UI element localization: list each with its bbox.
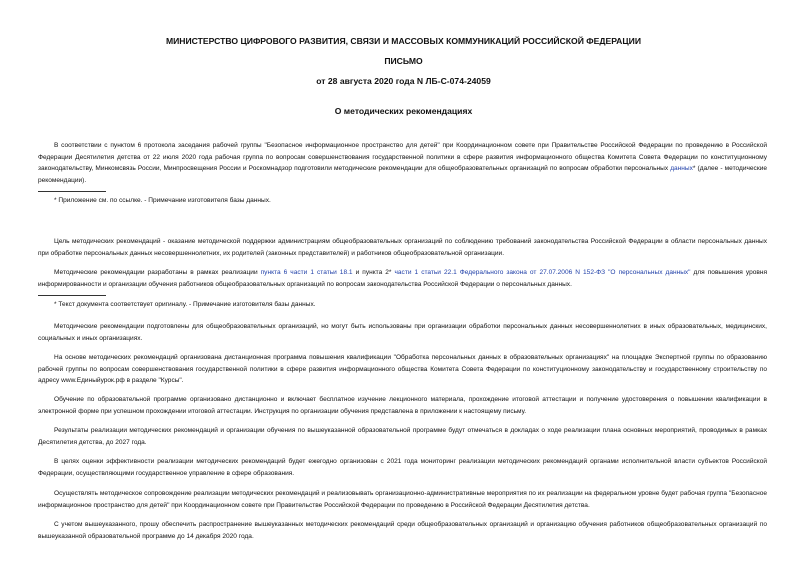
paragraph-applicability: Методические рекомендации подготовлены для общеобразовательных организаций, но могут быть использованы при организации обработки персональных данных несовершеннолетних в иных образовательных, медицинских, социальных и иных организациях. bbox=[38, 323, 767, 342]
paragraph-monitoring: В целях оценки эффективности реализации методических рекомендаций будет ежегодно организован с 2021 года мониторинг реализации методических рекомендаций органами исполнительной власти субъектов Российской Федерации, осуществляющими государственное управление в сфере образования. bbox=[38, 458, 767, 477]
footnote-divider bbox=[38, 191, 106, 192]
footnote-attachment: * Приложение см. по ссылке. - Примечание изготовителя базы данных. bbox=[54, 197, 271, 204]
footnote-divider bbox=[38, 295, 106, 296]
paragraph-distance-learning: Обучение по образовательной программе организовано дистанционно и включает бесплатное изучение лекционного материала, прохождение итоговой аттестации и получение удостоверения о повышении квалификации в электронной форме при успешном прохождении итоговой аттестации. Инструкция по организации обучения представлена в приложении к настоящему письму. bbox=[38, 396, 767, 415]
link-article-18-1[interactable]: пункта 6 части 1 статьи 18.1 bbox=[260, 269, 353, 276]
paragraph-intro-text: В соответствии с пунктом 6 протокола заседания рабочей группы "Безопасное информационное пространство для детей" при Координационном совете при Правительстве Российской Федерации по проведению в Российской Федерации Десятилетия детства от 22 июля 2020 года рабочая группа по вопросам совершенствования государственной политики в сфере развития информационного общества Комитета Совета Федерации по конституционному законодательству, Минкомсвязь России, Минпросвещения России и Роскомнадзор подготовили методические рекомендации для общеобразовательных организаций по вопросам обработки персональных bbox=[38, 142, 767, 172]
paragraph-intro-tail: * (далее - методические рекомендации). bbox=[38, 165, 767, 184]
ministry-title: МИНИСТЕРСТВО ЦИФРОВОГО РАЗВИТИЯ, СВЯЗИ И МАССОВЫХ КОММУНИКАЦИЙ РОССИЙСКОЙ ФЕДЕРАЦИИ bbox=[165, 36, 642, 46]
paragraph-methodical-support: Осуществлять методическое сопровождение реализации методических рекомендаций и реализовывать организационно-административные мероприятия по их реализации на федеральном уровне будет рабочая группа "Безопасное информационное пространство для детей" при Координационном совете при Правительстве Российской Федерации по проведению в Российской Федерации Десятилетия детства. bbox=[38, 490, 767, 509]
paragraph-request: С учетом вышеуказанного, прошу обеспечить распространение вышеуказанных методических рекомендаций среди общеобразовательных организаций и организацию обучения работников общеобразовательных организаций по вышеуказанной образовательной программе до 14 декабря 2020 года. bbox=[38, 521, 767, 540]
footnote-text-original: * Текст документа соответствует оригиналу. - Примечание изготовителя базы данных. bbox=[54, 301, 316, 308]
document-date-number: от 28 августа 2020 года N ЛБ-С-074-24059 bbox=[316, 76, 491, 86]
paragraph-legal-basis-mid: и пункта 2* bbox=[352, 269, 395, 276]
paragraph-training-program: На основе методических рекомендаций организована дистанционная программа повышения квалификации "Обработка персональных данных в образовательных организациях" на площадке Экспертной группы по образованию рабочей группы по вопросам совершенствования государственной политики в сфере развития информационного общества Комитета Совета Федерации по конституционному законодательству и государственному строительству по адресу www.Единыйурок.рф в разделе "Курсы". bbox=[38, 354, 767, 384]
paragraph-legal-basis bbox=[38, 267, 767, 290]
paragraph-legal-basis-tail: для повышения уровня информированности и организации обучения работников общеобразовательных организаций по вопросам законодательства Российской Федерации о персональных данных. bbox=[38, 269, 768, 288]
paragraph-legal-basis-text: Методические рекомендации разработаны в рамках реализации bbox=[54, 269, 261, 276]
document-subject: О методических рекомендациях bbox=[334, 106, 473, 116]
document-type: ПИСЬМО bbox=[384, 56, 423, 66]
paragraph-intro bbox=[38, 140, 767, 186]
link-federal-law-152[interactable]: части 1 статьи 22.1 Федерального закона от 27.07.2006 N 152-ФЗ "О персональных данных" bbox=[394, 269, 691, 276]
paragraph-results: Результаты реализации методических рекомендаций и организации обучения по вышеуказанной образовательной программе будут отмечаться в докладах о ходе реализации плана основных мероприятий, проводимых в рамках Десятилетия детства, до 2027 года. bbox=[38, 427, 767, 446]
link-personal-data[interactable]: данных bbox=[670, 165, 693, 172]
paragraph-purpose: Цель методических рекомендаций - оказание методической поддержки администрациям общеобразовательных организаций по соблюдению требований законодательства Российской Федерации в области персональных данных при обработке персональных данных несовершеннолетних, их родителей (законных представителей) и работников общеобразовательной организации. bbox=[38, 238, 767, 257]
